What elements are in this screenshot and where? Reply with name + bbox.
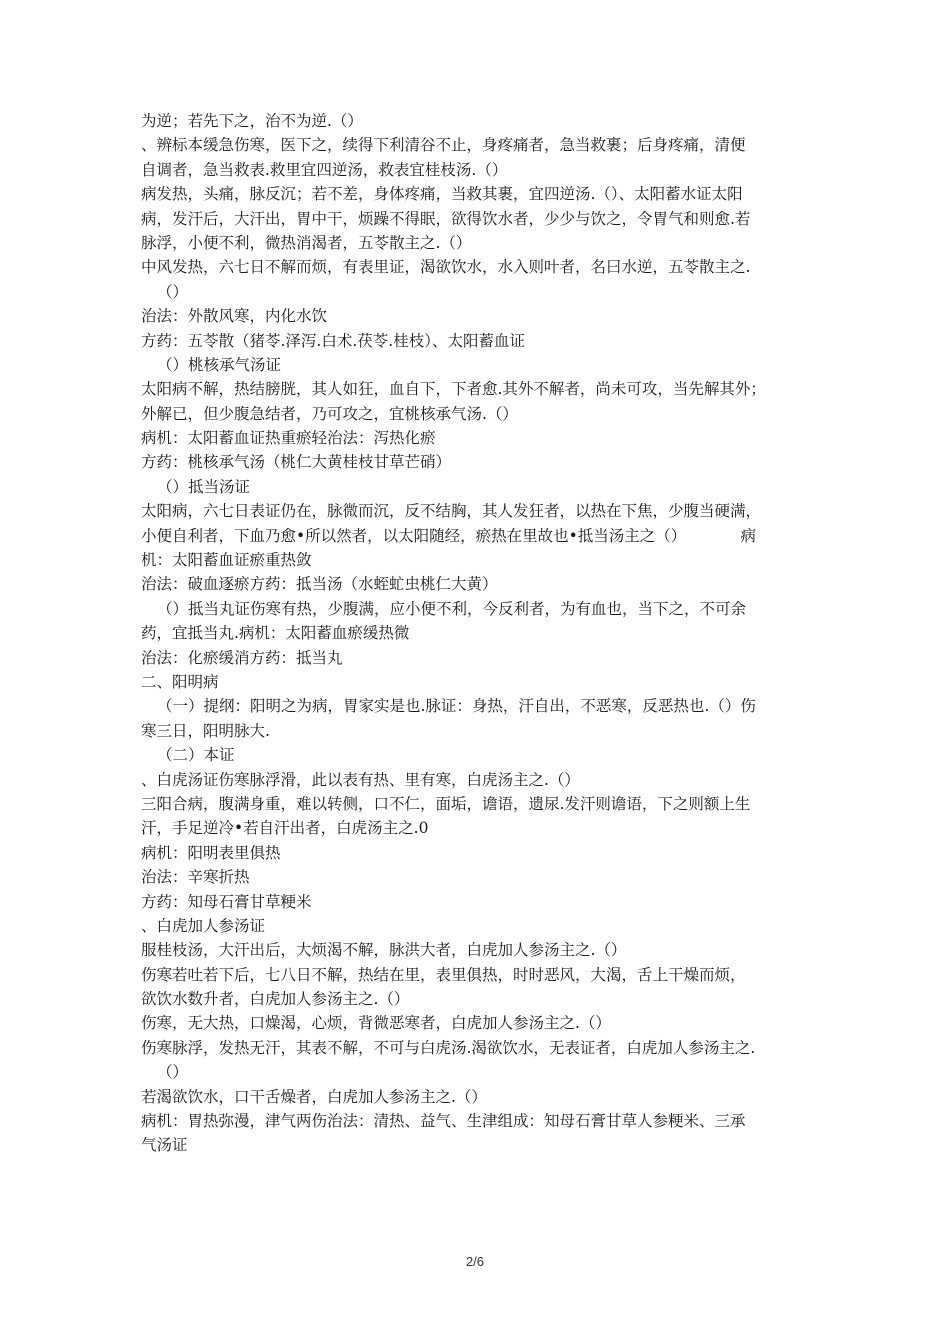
- text-line: 病机：阳明表里俱热: [141, 843, 281, 862]
- text-line: 治法：外散风寒，内化水饮: [141, 307, 328, 326]
- text-line: 治法：化瘀缓消方药：抵当丸: [141, 648, 343, 667]
- text-line: 脉浮，小便不利，微热消渴者，五苓散主之.（）: [141, 233, 472, 252]
- text-line: 伤寒，无大热，口燥渴，心烦，背微恶寒者，白虎加人参汤主之.（）: [141, 1014, 611, 1033]
- subsection-heading: （二）本证: [157, 746, 235, 765]
- text-line: （）抵当丸证伤寒有热，少腹满，应小便不利，今反利者，为有血也，当下之，不可余: [157, 599, 747, 618]
- text-line: 病，发汗后，大汗出，胃中干，烦躁不得眠，欲得饮水者，少少与饮之，令胃气和则愈.若: [141, 209, 751, 228]
- text-line: 自调者，急当救表.救里宜四逆汤，救表宜桂枝汤.（）: [141, 160, 508, 179]
- text-line: 欲饮水数升者，白虎加人参汤主之.（）: [141, 990, 410, 1009]
- text-line: 三阳合病，腹满身重，难以转侧，口不仁，面垢，谵语，遗尿.发汗则谵语，下之则额上生: [141, 794, 751, 813]
- text-line: 伤寒若吐若下后，七八日不解，热结在里，表里俱热，时时恶风，大渴，舌上干燥而烦，: [141, 965, 746, 984]
- text-line: 外解已，但少腹急结者，乃可攻之，宜桃核承气汤.（）: [141, 404, 518, 423]
- text-line: （一）提纲：阳明之为病，胃家实是也.脉证：身热，汗自出，不恶寒，反恶热也.（）伤: [157, 697, 756, 716]
- text-line: 病机：太阳蓄血证热重瘀轻治法：泻热化瘀: [141, 429, 436, 448]
- page-number: 2/6: [465, 1254, 485, 1269]
- text-line: 太阳病不解，热结膀胱，其人如狂，血自下，下者愈.其外不解者，尚未可攻，当先解其外；: [141, 380, 766, 399]
- text-line: 治法：破血逐瘀方药：抵当汤（水蛭虻虫桃仁大黄）: [141, 575, 498, 594]
- text-line: 、辨标本缓急伤寒，医下之，续得下利清谷不止，身疼痛者，急当救裹；后身疼痛，清便: [141, 136, 746, 155]
- text-line: 太阳病，六七日表证仍在，脉微而沉，反不结胸，其人发狂者，以热在下焦，少腹当硬满，: [141, 502, 762, 521]
- text-line: （）: [157, 1063, 189, 1082]
- text-line: 小便自利者，下血乃愈•所以然者，以太阳随经，瘀热在里故也•抵当汤主之（） 病: [141, 526, 757, 545]
- text-line: 汗，手足逆冷•若自汗出者，白虎汤主之.0: [141, 819, 429, 838]
- text-line: 服桂枝汤，大汗出后，大烦渴不解，脉洪大者，白虎加人参汤主之.（）: [141, 941, 627, 960]
- text-line: 病机：胃热弥漫，津气两伤治法：清热、益气、生津组成：知母石膏甘草人参粳米、三承: [141, 1112, 746, 1131]
- text-line: 药，宜抵当丸.病机：太阳蓄血瘀缓热微: [141, 624, 410, 643]
- section-heading: 二、阳明病: [141, 672, 219, 691]
- text-line: 气汤证: [141, 1136, 188, 1155]
- text-line: 方药：桃核承气汤（桃仁大黄桂枝甘草芒硝）: [141, 453, 452, 472]
- text-line: 治法：辛寒折热: [141, 868, 250, 887]
- document-body: [141, 109, 811, 1158]
- text-line: 寒三日，阳明脉大.: [141, 721, 270, 740]
- text-line: 若渴欲饮水，口干舌燥者，白虎加人参汤主之.（）: [141, 1087, 487, 1106]
- text-line: 机：太阳蓄血证瘀重热敛: [141, 551, 312, 570]
- text-line: （）桃核承气汤证: [157, 355, 282, 374]
- text-line: 方药：五苓散（猪苓.泽泻.白术.茯苓.桂枝）、太阳蓄血证: [141, 331, 525, 350]
- text-line: 为逆；若先下之，治不为逆.（）: [141, 112, 363, 130]
- text-line: 中风发热，六七日不解而烦，有表里证，渴欲饮水，水入则叶者，名曰水逆，五苓散主之.: [141, 258, 751, 277]
- text-line: （）抵当汤证: [157, 477, 251, 496]
- text-line: 伤寒脉浮，发热无汗，其表不解，不可与白虎汤.渴欲饮水，无表证者，白虎加人参汤主之.: [141, 1038, 756, 1057]
- text-line: （）: [157, 282, 189, 301]
- text-line: 、白虎汤证伤寒脉浮滑，此以表有热、里有寒，白虎汤主之.（）: [141, 770, 580, 789]
- text-line: 方药：知母石膏甘草粳米: [141, 892, 312, 911]
- text-line: 病发热，头痛，脉反沉；若不差，身体疼痛，当救其裹，宜四逆汤.（）、太阳蓄水证太阳: [141, 185, 743, 204]
- text-line: 、白虎加人参汤证: [141, 916, 266, 935]
